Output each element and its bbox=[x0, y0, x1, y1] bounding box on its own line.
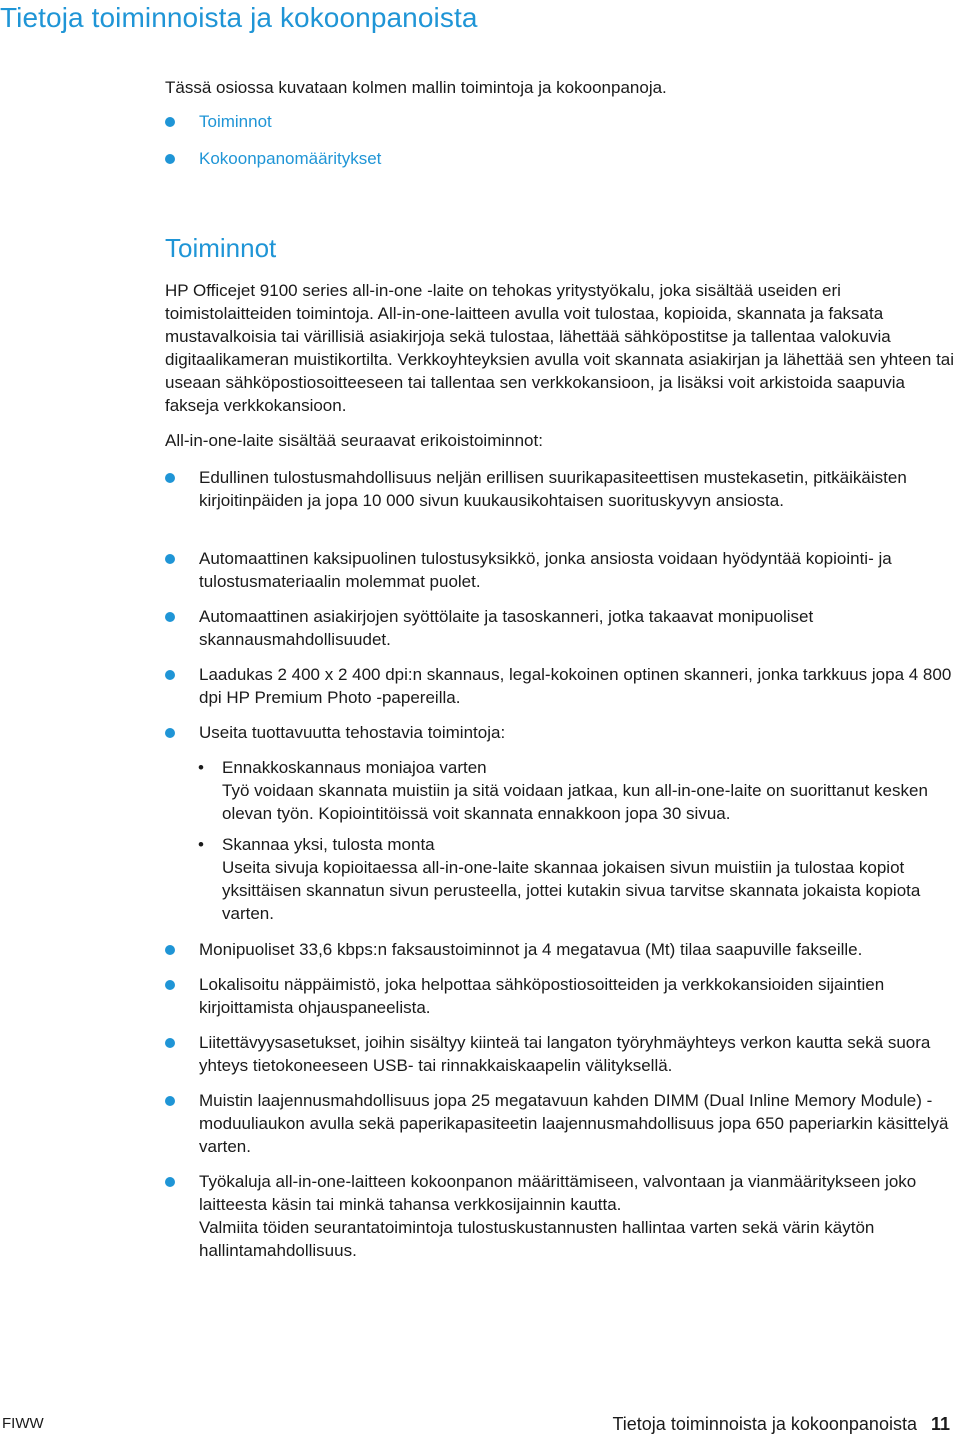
feature-text: Edullinen tulostusmahdollisuus neljän erillisen suurikapasiteettisen mustekasetin, pitkäikäisten kirjoitinpäiden ja jopa 10 000 sivun kuukausikohtaisen suorituskyvyn ansiosta. bbox=[199, 468, 907, 510]
feature-text: Valmiita töiden seurantatoimintoja tulostuskustannusten hallintaa varten sekä värin käytön hallintamahdollisuus. bbox=[199, 1218, 875, 1260]
bullet-icon bbox=[165, 945, 175, 955]
sub-item-title: Ennakkoskannaus moniajoa varten bbox=[222, 758, 487, 777]
sub-bullet: • bbox=[198, 835, 204, 854]
body-paragraph: All-in-one-laite sisältää seuraavat erikoistoiminnot: bbox=[165, 431, 543, 450]
page-number: 11 bbox=[930, 1414, 950, 1434]
body-paragraph: HP Officejet 9100 series all-in-one -laite on tehokas yritystyökalu, joka sisältää useiden eri toimistolaitteiden toimintoja. All-in-one-laitteen avulla voit tulostaa, kopioida, skannata ja faksata mustavalkoisia tai värillisiä asiakirjoja sekä tulostaa, lähettää sähköpostitse ja tallentaa valokuvia digitaalikameran muistikortilta. Verkkoyhteyksien avulla voit skannata asiakirjan ja lähettää sen yhteen tai useaan sähköpostiosoitteeseen tai tallentaa sen verkkokansioon, ja lisäksi voit arkistoida saapuvia fakseja verkkokansioon. bbox=[165, 281, 955, 415]
list-item[interactable] bbox=[165, 110, 955, 133]
bullet-icon bbox=[165, 728, 175, 738]
feature-text: Automaattinen kaksipuolinen tulostusyksikkö, jonka ansiosta voidaan hyödyntää kopiointi- ja tulostusmateriaalin molemmat puolet. bbox=[199, 549, 892, 591]
sub-bullet: • bbox=[198, 758, 204, 777]
feature-text: Automaattinen asiakirjojen syöttölaite ja tasoskanneri, jotka takaavat monipuoliset skannausmahdollisuudet. bbox=[199, 607, 814, 649]
footer-title: Tietoja toiminnoista ja kokoonpanoista bbox=[612, 1414, 917, 1434]
footer-right bbox=[612, 1413, 950, 1435]
feature-text: Liitettävyysasetukset, joihin sisältyy kiinteä tai langaton työryhmäyhteys verkon kautta sekä suora yhteys tietokoneeseen USB- tai rinnakkaiskaapelin välityksellä. bbox=[199, 1033, 931, 1075]
bullet-icon bbox=[165, 1038, 175, 1048]
list-item[interactable] bbox=[165, 147, 955, 170]
feature-text: Useita tuottavuutta tehostavia toimintoja: bbox=[199, 723, 506, 742]
page-title: Tietoja toiminnoista ja kokoonpanoista bbox=[0, 2, 478, 33]
bullet-icon bbox=[165, 473, 175, 483]
section-title: Toiminnot bbox=[165, 233, 277, 263]
bullet-icon bbox=[165, 154, 175, 164]
sub-item-text: Useita sivuja kopioitaessa all-in-one-laite skannaa jokaisen sivun muistiin ja tulostaa kopiot yksittäisen skannatun sivun perusteella, jottei kutakin sivua tarvitse skannata jokaista kopiota varten. bbox=[222, 858, 921, 923]
section-link-list bbox=[165, 110, 955, 170]
feature-text: Monipuoliset 33,6 kbps:n faksaustoiminnot ja 4 megatavua (Mt) tilaa saapuville fakseille. bbox=[199, 940, 863, 959]
bullet-icon bbox=[165, 1177, 175, 1187]
bullet-icon bbox=[165, 554, 175, 564]
sub-item-text: Työ voidaan skannata muistiin ja sitä voidaan jatkaa, kun all-in-one-laite on suorittanut kesken olevan työn. Kopiointitöissä voit skannata ennakkoon jopa 30 sivua. bbox=[222, 781, 928, 823]
bullet-icon bbox=[165, 612, 175, 622]
link-kokoonpanomaaritykset[interactable]: Kokoonpanomääritykset bbox=[199, 149, 382, 168]
feature-text: Lokalisoitu näppäimistö, joka helpottaa sähköpostiosoitteiden ja verkkokansioiden sijaintien kirjoittamista ohjauspaneelista. bbox=[199, 975, 885, 1017]
feature-text: Työkaluja all-in-one-laitteen kokoonpanon määrittämiseen, valvontaan ja vianmääritykseen joko laitteesta käsin tai minkä tahansa verkkosijainnin kautta. bbox=[199, 1172, 917, 1214]
sub-item-title: Skannaa yksi, tulosta monta bbox=[222, 835, 435, 854]
intro-paragraph: Tässä osiossa kuvataan kolmen mallin toimintoja ja kokoonpanoja. bbox=[165, 78, 667, 97]
bullet-icon bbox=[165, 1096, 175, 1106]
feature-text: Muistin laajennusmahdollisuus jopa 25 megatavuun kahden DIMM (Dual Inline Memory Module) -moduuliaukon avulla sekä paperikapasiteetin laajennusmahdollisuus jopa 650 paperiarkin käsittelyä varten. bbox=[199, 1091, 949, 1156]
link-toiminnot[interactable]: Toiminnot bbox=[199, 112, 272, 131]
footer-locale: FIWW bbox=[2, 1415, 44, 1432]
bullet-icon bbox=[165, 117, 175, 127]
bullet-icon bbox=[165, 980, 175, 990]
bullet-icon bbox=[165, 670, 175, 680]
feature-text: Laadukas 2 400 x 2 400 dpi:n skannaus, legal-kokoinen optinen skanneri, jonka tarkkuus jopa 4 800 dpi HP Premium Photo -papereilla. bbox=[199, 665, 952, 707]
